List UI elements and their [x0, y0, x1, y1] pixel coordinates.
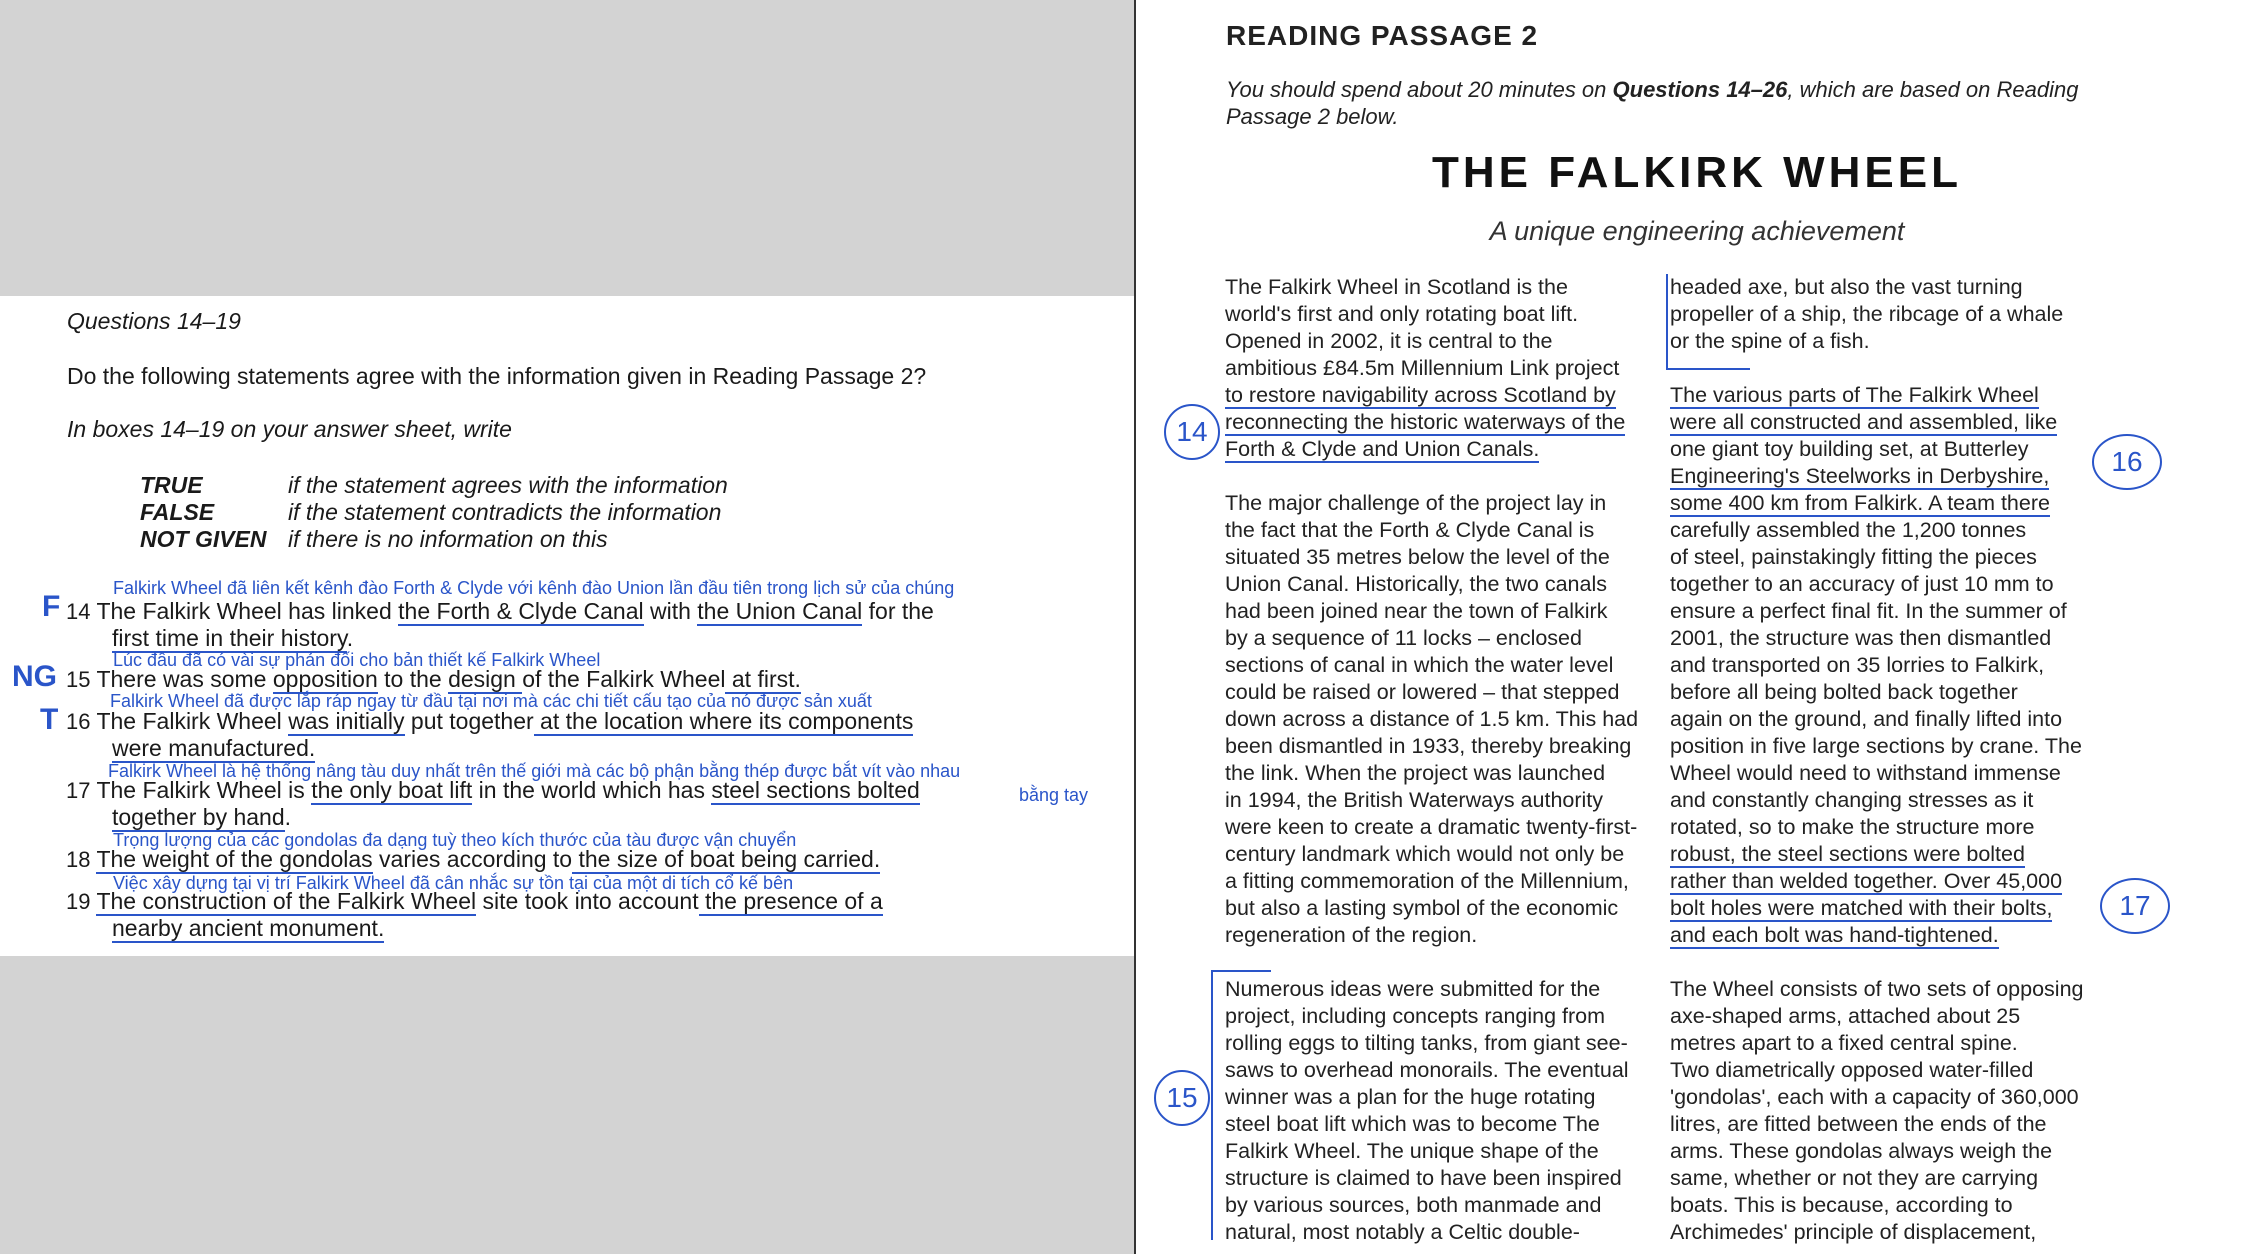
- q-underline: together by hand: [112, 804, 285, 830]
- q-underline: first time in their history: [112, 625, 347, 651]
- passage-line: rather than welded together. Over 45,000: [1670, 869, 2063, 893]
- passage-line: The Falkirk Wheel in Scotland is the: [1225, 275, 1568, 299]
- annotation-note-continued: bằng tay: [1019, 785, 1089, 805]
- passage-line: boats. This is because, according to: [1670, 1193, 2013, 1217]
- question-circle: 14: [1164, 404, 1220, 460]
- annotation-note: Falkirk Wheel đã được lắp ráp ngay từ đầu tại nơi mà các chi tiết cấu tạo của nó được sản xuất: [110, 691, 872, 711]
- question-17-line2: [112, 804, 291, 831]
- q-text: The Falkirk Wheel has linked: [96, 598, 399, 624]
- passage-line: sections of canal in which the water level: [1225, 653, 1614, 677]
- passage-line: rolling eggs to tilting tanks, from giant see-: [1225, 1031, 1628, 1055]
- passage-line: world's first and only rotating boat lift.: [1225, 302, 1579, 326]
- q-text: .: [284, 804, 292, 830]
- passage-line: bolt holes were matched with their bolts,: [1670, 896, 2053, 920]
- question-number: 15: [66, 667, 91, 692]
- passage-line: headed axe, but also the vast turning: [1670, 275, 2023, 299]
- passage-line: metres apart to a fixed central spine.: [1670, 1031, 2018, 1055]
- legend-desc: if the statement agrees with the information: [288, 472, 728, 498]
- passage-line: some 400 km from Falkirk. A team there: [1670, 491, 2050, 515]
- passage-intro: [1226, 76, 2078, 130]
- legend-key: TRUE: [140, 472, 203, 498]
- annotation-bracket: [1211, 970, 1271, 972]
- q-text: put together: [404, 708, 534, 734]
- passage-line: carefully assembled the 1,200 tonnes: [1670, 518, 2027, 542]
- questions-instruction: Do the following statements agree with the information given in Reading Passage 2?: [67, 363, 927, 389]
- passage-line: saws to overhead monorails. The eventual: [1225, 1058, 1629, 1082]
- passage-line: robust, the steel sections were bolted: [1670, 842, 2025, 866]
- q-underline: nearby ancient monument.: [112, 915, 385, 941]
- passage-line: again on the ground, and finally lifted into: [1670, 707, 2063, 731]
- annotation-note: Việc xây dựng tại vị trí Falkirk Wheel đã cân nhắc sự tồn tại của một di tích cổ kế bên: [113, 873, 794, 893]
- question-number: 14: [66, 599, 91, 624]
- passage-line: structure is claimed to have been inspired: [1225, 1166, 1622, 1190]
- q-text: site took into account: [476, 888, 699, 914]
- annotation-note: Falkirk Wheel là hệ thống nâng tàu duy nhất trên thế giới mà các bộ phận bằng thép được bắt vít vào nhau: [108, 761, 961, 781]
- passage-line: arms. These gondolas always weigh the: [1670, 1139, 2053, 1163]
- passage-line: had been joined near the town of Falkirk: [1225, 599, 1608, 623]
- passage-line: Wheel would need to withstand immense: [1670, 761, 2061, 785]
- passage-page: [1134, 0, 2256, 1254]
- question-number: 16: [66, 709, 91, 734]
- passage-title: THE FALKIRK WHEEL: [1432, 148, 1962, 197]
- intro-questions: Questions 14–26: [1612, 77, 1788, 102]
- passage-line: steel boat lift which was to become The: [1225, 1112, 1600, 1136]
- q-underline: the Union Canal: [697, 598, 863, 624]
- q-text: to the: [377, 666, 449, 692]
- passage-line: same, whether or not they are carrying: [1670, 1166, 2039, 1190]
- question-number: 17: [66, 778, 91, 803]
- q-underline: were manufactured.: [112, 735, 316, 761]
- question-16-line2: [112, 735, 315, 762]
- annotation-note: Trọng lượng của các gondolas đa dạng tuỳ theo kích thước của tàu được vận chuyển: [113, 830, 797, 850]
- question-number: 18: [66, 847, 91, 872]
- q-text: The Falkirk Wheel is: [96, 777, 312, 803]
- passage-line: the fact that the Forth & Clyde Canal is: [1225, 518, 1595, 542]
- passage-line: reconnecting the historic waterways of the: [1225, 410, 1626, 434]
- q-underline: design: [448, 666, 523, 692]
- passage-line: The Wheel consists of two sets of opposing: [1670, 977, 2084, 1001]
- intro-text: Passage 2 below.: [1226, 104, 1399, 129]
- q-underline: steel sections bolted: [711, 777, 920, 803]
- answer-mark: T: [40, 703, 59, 736]
- annotation-bracket: [1211, 970, 1213, 1240]
- passage-line: and transported on 35 lorries to Falkirk,: [1670, 653, 2045, 677]
- passage-line: were keen to create a dramatic twenty-first-: [1225, 815, 1638, 839]
- answer-mark: F: [42, 590, 61, 623]
- passage-line: or the spine of a fish.: [1670, 329, 1870, 353]
- passage-line: together to an accuracy of just 10 mm to: [1670, 572, 2054, 596]
- paragraph: [1670, 382, 2110, 949]
- passage-line: by various sources, both manmade and: [1225, 1193, 1602, 1217]
- answer-mark: NG: [12, 660, 57, 693]
- intro-text: , which are based on Reading: [1787, 77, 2079, 102]
- passage-line: down across a distance of 1.5 km. This had: [1225, 707, 1639, 731]
- q-underline: the presence of a: [698, 888, 883, 914]
- q-text: .: [346, 625, 354, 651]
- passage-line: Union Canal. Historically, the two canals: [1225, 572, 1607, 596]
- q-text: There was some: [96, 666, 273, 692]
- passage-line: 2001, the structure was then dismantled: [1670, 626, 2052, 650]
- passage-line: century landmark which would not only be: [1225, 842, 1625, 866]
- passage-line: by a sequence of 11 locks – enclosed: [1225, 626, 1582, 650]
- passage-line: were all constructed and assembled, like: [1670, 410, 2058, 434]
- passage-line: and each bolt was hand-tightened.: [1670, 923, 1999, 947]
- annotation-bracket: [1666, 274, 1668, 368]
- passage-line: and constantly changing stresses as it: [1670, 788, 2034, 812]
- passage-line: Forth & Clyde and Union Canals.: [1225, 437, 1540, 461]
- paragraph: [1670, 274, 2110, 355]
- passage-line: project, including concepts ranging from: [1225, 1004, 1606, 1028]
- q-text: for the: [862, 598, 934, 624]
- passage-line: a fitting commemoration of the Millennium,: [1225, 869, 1629, 893]
- q-text: with: [643, 598, 698, 624]
- q-text: in the world which has: [472, 777, 712, 803]
- question-circle: 16: [2092, 434, 2162, 490]
- question-circle: 15: [1154, 1070, 1210, 1126]
- passage-line: of steel, painstakingly fitting the pieces: [1670, 545, 2037, 569]
- passage-line: Engineering's Steelworks in Derbyshire,: [1670, 464, 2050, 488]
- passage-line: Archimedes' principle of displacement,: [1670, 1220, 2037, 1244]
- questions-panel: [0, 296, 1134, 956]
- passage-line: 'gondolas', each with a capacity of 360,000: [1670, 1085, 2079, 1109]
- legend-desc: if there is no information on this: [288, 526, 608, 552]
- question-15: [66, 666, 801, 693]
- q-underline: the only boat lift: [311, 777, 473, 803]
- question-14-line2: [112, 625, 353, 652]
- passage-line: Falkirk Wheel. The unique shape of the: [1225, 1139, 1599, 1163]
- question-14: [66, 598, 934, 625]
- passage-line: Opened in 2002, it is central to the: [1225, 329, 1553, 353]
- passage-line: The major challenge of the project lay in: [1225, 491, 1607, 515]
- passage-label: READING PASSAGE 2: [1226, 20, 1539, 51]
- annotation-bracket: [1666, 368, 1750, 370]
- passage-line: before all being bolted back together: [1670, 680, 2018, 704]
- passage-line: propeller of a ship, the ribcage of a whale: [1670, 302, 2064, 326]
- passage-line: Two diametrically opposed water-filled: [1670, 1058, 2034, 1082]
- passage-left-column: [1225, 274, 1665, 1246]
- question-19-line2: [112, 915, 384, 942]
- q-underline: at first.: [725, 666, 801, 692]
- passage-line: ensure a perfect final fit. In the summer of: [1670, 599, 2067, 623]
- intro-text: You should spend about 20 minutes on: [1226, 77, 1613, 102]
- passage-right-column: [1670, 274, 2110, 1246]
- question-16: [66, 708, 913, 735]
- question-19: [66, 888, 883, 915]
- question-17: [66, 777, 920, 804]
- passage-line: situated 35 metres below the level of the: [1225, 545, 1610, 569]
- passage-line: could be raised or lowered – that stepped: [1225, 680, 1620, 704]
- passage-line: been dismantled in 1933, thereby breaking: [1225, 734, 1632, 758]
- passage-line: litres, are fitted between the ends of the: [1670, 1112, 2047, 1136]
- q-underline: the size of boat being carried.: [572, 846, 881, 872]
- q-underline: the Forth & Clyde Canal: [398, 598, 644, 624]
- passage-line: one giant toy building set, at Butterley: [1670, 437, 2029, 461]
- passage-line: in 1994, the British Waterways authority: [1225, 788, 1604, 812]
- passage-line: winner was a plan for the huge rotating: [1225, 1085, 1596, 1109]
- q-underline: The construction of the Falkirk Wheel: [96, 888, 477, 914]
- annotation-note: Falkirk Wheel đã liên kết kênh đào Forth & Clyde với kênh đào Union lần đầu tiên trong lịch sử của chúng: [113, 578, 955, 598]
- annotation-note: Lúc đầu đã có vài sự phản đối cho bản thiết kế Falkirk Wheel: [113, 650, 601, 670]
- q-underline: was initially: [288, 708, 405, 734]
- q-text: varies according to: [372, 846, 573, 872]
- questions-boxes: In boxes 14–19 on your answer sheet, write: [67, 416, 512, 442]
- legend-key: FALSE: [140, 499, 215, 525]
- q-underline: at the location where its components: [533, 708, 914, 734]
- paragraph: [1670, 976, 2110, 1246]
- question-number: 19: [66, 889, 91, 914]
- passage-line: to restore navigability across Scotland by: [1225, 383, 1616, 407]
- q-underline: The weight of the gondolas: [96, 846, 373, 872]
- passage-line: axe-shaped arms, attached about 25: [1670, 1004, 2021, 1028]
- passage-line: the link. When the project was launched: [1225, 761, 1606, 785]
- passage-line: but also a lasting symbol of the economic: [1225, 896, 1619, 920]
- questions-heading: Questions 14–19: [67, 308, 241, 334]
- passage-line: Numerous ideas were submitted for the: [1225, 977, 1601, 1001]
- q-text: of the Falkirk Wheel: [522, 666, 726, 692]
- passage-line: regeneration of the region.: [1225, 923, 1478, 947]
- passage-subtitle: A unique engineering achievement: [1489, 216, 1905, 246]
- passage-line: ambitious £84.5m Millennium Link project: [1225, 356, 1620, 380]
- paragraph: [1225, 976, 1665, 1246]
- legend-desc: if the statement contradicts the information: [288, 499, 722, 525]
- passage-line: rotated, so to make the structure more: [1670, 815, 2035, 839]
- passage-line: natural, most notably a Celtic double-: [1225, 1220, 1580, 1244]
- paragraph: [1225, 274, 1665, 463]
- passage-line: The various parts of The Falkirk Wheel: [1670, 383, 2039, 407]
- question-circle: 17: [2100, 878, 2170, 934]
- paragraph: [1225, 490, 1665, 949]
- q-underline: opposition: [272, 666, 378, 692]
- legend-key: NOT GIVEN: [140, 526, 267, 552]
- passage-line: position in five large sections by crane. The: [1670, 734, 2082, 758]
- question-18: [66, 846, 880, 873]
- q-text: The Falkirk Wheel: [96, 708, 289, 734]
